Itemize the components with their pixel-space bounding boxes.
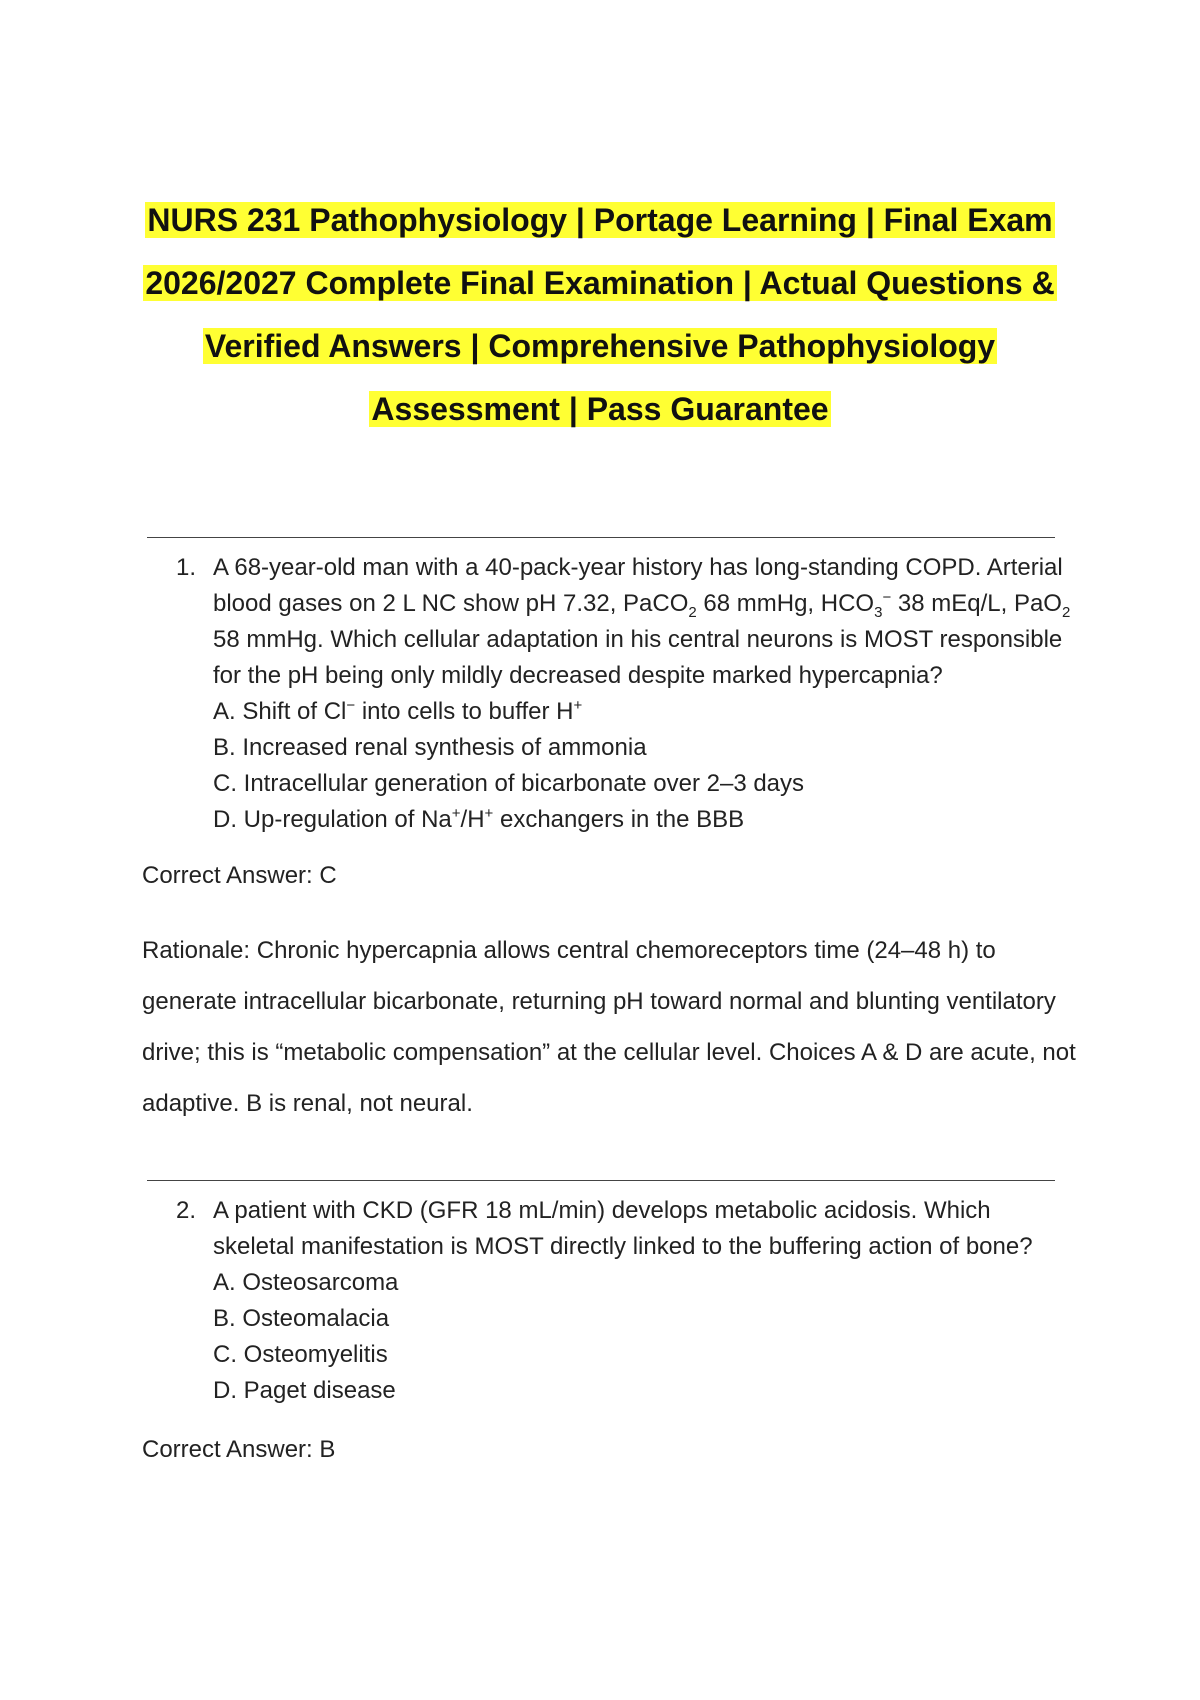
stem-line: skeletal manifestation is MOST directly linked to the buffering action of bone? [213,1233,1033,1260]
rationale-line: Rationale: Chronic hypercapnia allows central chemoreceptors time (24–48 h) to [142,937,996,964]
option-a: A. Shift of Cl− into cells to buffer H+ [213,697,583,725]
question-number: 2. [176,1197,197,1224]
question-stem [213,1193,1053,1409]
correct-answer-2: Correct Answer: B [142,1436,336,1463]
stem-line: A patient with CKD (GFR 18 mL/min) develops metabolic acidosis. Which [213,1197,991,1224]
question-stem [213,550,1071,838]
question-2 [176,1193,1076,1409]
stem-line: blood gases on 2 L NC show pH 7.32, PaCO$_2$ 68 mmHg, $HCO_3^-$ 38 mEq/L, PaO$_2$ [213,589,1071,621]
title-line-1: NURS 231 Pathophysiology | Portage Learning | Final Exam [147,202,1053,238]
rationale-line: drive; this is “metabolic compensation” at the cellular level. Choices A & D are acute, not [142,1039,1076,1066]
divider-1 [147,537,1055,538]
stem-line: A 68-year-old man with a 40-pack-year history has long-standing COPD. Arterial [213,554,1063,581]
option-d: D. Up-regulation of Na+/H+ exchangers in the BBB [213,805,745,833]
rationale-1 [142,925,1082,1129]
option-c: C. Intracellular generation of bicarbonate over 2–3 days [213,770,805,797]
document-title [130,200,1070,452]
option-d: D. Paget disease [213,1377,396,1404]
divider-2 [147,1180,1055,1181]
title-line-4: Assessment | Pass Guarantee [371,391,829,427]
option-b: B. Increased renal synthesis of ammonia [213,734,647,761]
question-number: 1. [176,554,197,581]
title-line-3: Verified Answers | Comprehensive Pathophysiology [204,328,996,364]
stem-line: 58 mmHg. Which cellular adaptation in his central neurons is MOST responsible [213,626,1063,653]
rationale-line: generate intracellular bicarbonate, returning pH toward normal and blunting ventilatory [142,988,1056,1015]
option-c: C. Osteomyelitis [213,1341,388,1368]
stem-line: for the pH being only mildly decreased despite marked hypercapnia? [213,662,943,689]
option-a: A. Osteosarcoma [213,1269,399,1296]
correct-answer-1: Correct Answer: C [142,862,337,889]
rationale-line: adaptive. B is renal, not neural. [142,1090,473,1117]
option-b: B. Osteomalacia [213,1305,390,1332]
title-line-2: 2026/2027 Complete Final Examination | Actual Questions & [145,265,1055,301]
question-1 [176,550,1076,838]
